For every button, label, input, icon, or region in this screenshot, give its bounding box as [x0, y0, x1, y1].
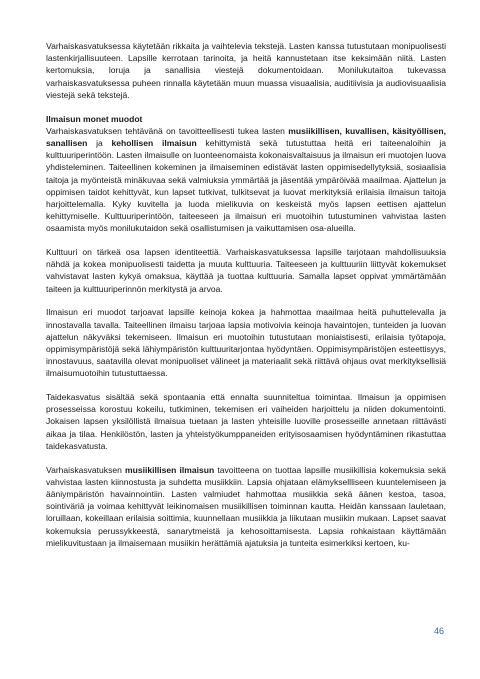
page-number: 46	[433, 626, 444, 636]
paragraph-text: ja	[87, 137, 112, 148]
section-paragraph-2: Kulttuuri on tärkeä osa lapsen identiteettiä. Varhaiskasvatuksessa lapsille tarjotaan mahdollisuuksia nähdä ja kokea monipuolisesti taidetta ja muuta kulttuuria. Taiteeseen ja kulttuuriin liittyvät kokemukset vahvistavat lasten kykyä omaksua, käyttää ja tuottaa kulttuuria. Samalla lapset oppivat ymmärtämään taiteen ja kulttuuriperinnön merkitystä ja arvoa.	[46, 247, 446, 294]
bold-term: musiikillisen ilmaisun	[125, 464, 215, 475]
page-content	[46, 40, 446, 561]
section-paragraph-5	[46, 464, 446, 549]
bold-term: musiikillisen, kuvallisen, käsityöllisen, sanallisen	[46, 125, 446, 148]
paragraph-text: Varhaiskasvatuksen	[46, 464, 126, 475]
paragraph-text: kehittymistä sekä tutustuttaa heitä eri taiteenaloihin ja kulttuuriperintöön. Lasten ilmaisulle on luonteenomaista kokonaisvaltaisuus ja ilmaisun eri muotojen luova yhdisteleminen. Taiteellinen kokeminen ja ilmaiseminen edistävät lasten oppimisedellytyksiä, sosiaalisia taitoja ja myönteistä minäkuvaa sekä valmiuksia ymmärtää ja jäsentää ympäröivää maailmaa. Ajattelun ja oppimisen taidot kehittyvät, kun lapset tutkivat, tulkitsevat ja luovat merkityksiä erilaisia ilmaisun taitoja harjoittelemalla. Kyky kuvitella ja luoda mielikuvia on keskeistä myös lapsen eettisen ajattelun kehittymiselle. Kulttuuriperintöön, taiteeseen ja ilmaisun eri muotoihin tutustuminen vahvistaa lasten osaamista myös monilukutaidon sekä osallistumisen ja vaikuttamisen osa-alueilla.	[46, 137, 446, 234]
section-paragraph-4: Taidekasvatus sisältää sekä spontaania että ennalta suunniteltua toimintaa. Ilmaisun ja oppimisen prosesseissa korostuu kokeilu, tutkiminen, tekemisen eri vaiheiden harjoittelu ja niiden dokumentointi. Jokaisen lapsen yksilöllistä ilmaisua tuetaan ja lasten yhteisille luoville prosesseille annetaan riittävästi aikaa ja tilaa. Henkilöstön, lasten ja yhteistyökumppaneiden erityisosaamisen hyödyntäminen rikastuttaa taidekasvatusta.	[46, 392, 446, 451]
section-paragraph-1	[46, 125, 446, 235]
intro-paragraph: Varhaiskasvatuksessa käytetään rikkaita ja vaihtelevia tekstejä. Lasten kanssa tutustutaan monipuolisesti lastenkirjallisuuteen. Lapsille kerrotaan tarinoita, ja heitä kannustetaan itse keksimään niitä. Lasten kertomuksia, loruja ja sanallisia viestejä dokumentoidaan. Monilukutaitoa tukevassa varhaiskasvatuksessa puheen rinnalla käytetään muun muassa visuaalisia, auditiivisia ja audiovisuaalisia viestejä sekä tekstejä.	[46, 41, 446, 100]
section-heading: Ilmaisun monet muodot	[46, 113, 143, 124]
section-paragraph-3: Ilmaisun eri muodot tarjoavat lapsille keinoja kokea ja hahmottaa maailmaa heitä puhuttelevalla ja innostavalla tavalla. Taiteellinen ilmaisu tarjoaa lapsia motivoivia keinoja havaintojen, tunteiden ja luovan ajattelun näkyväksi tekemiseen. Ilmaisun eri muotoihin tutustutaan moniaistisesti, erilaisia työtapoja, oppimisympäristöjä sekä lähiympäristön kulttuuritarjontaa hyödyntäen. Oppimisympäristöjen esteettisyys, innostavuus, saatavilla olevat monipuoliset välineet ja materiaalit sekä riittävä ohjaus ovat merkityksellisiä ilmaisumuotoihin tutustuttaessa.	[46, 307, 446, 379]
paragraph-text: tavoitteena on tuottaa lapsille musiikillisia kokemuksia sekä vahvistaa lasten kiinnostusta ja suhdetta musiikkiin. Lapsia ohjataan elämyksellliseen kuuntelemiseen ja ääniympäristön havainnointiin. Lasten valmiudet hahmottaa musiikkia sekä äänen kestoa, tasoa, sointiväriä ja voimaa kehittyvät leikinomaisen musiikillisen toiminnan kautta. Heidän kanssaan lauletaan, loruillaan, kokeillaan erilaisia soittimia, kuunnellaan musiikkia ja liikutaan musiikin mukaan. Lapset saavat kokemuksia perussykkeestä, sanarytmeistä ja kehosoittamisesta. Lapsia rohkaistaan käyttämään mielikuvitustaan ja ilmaisemaan musiikin herättämiä ajatuksia ja tunteita esimerkiksi kertoen, ku-	[46, 464, 446, 548]
paragraph-text: Varhaiskasvatuksen tehtävänä on tavoitteellisesti tukea lasten	[46, 125, 289, 136]
bold-term: kehollisen ilmaisun	[111, 137, 197, 148]
